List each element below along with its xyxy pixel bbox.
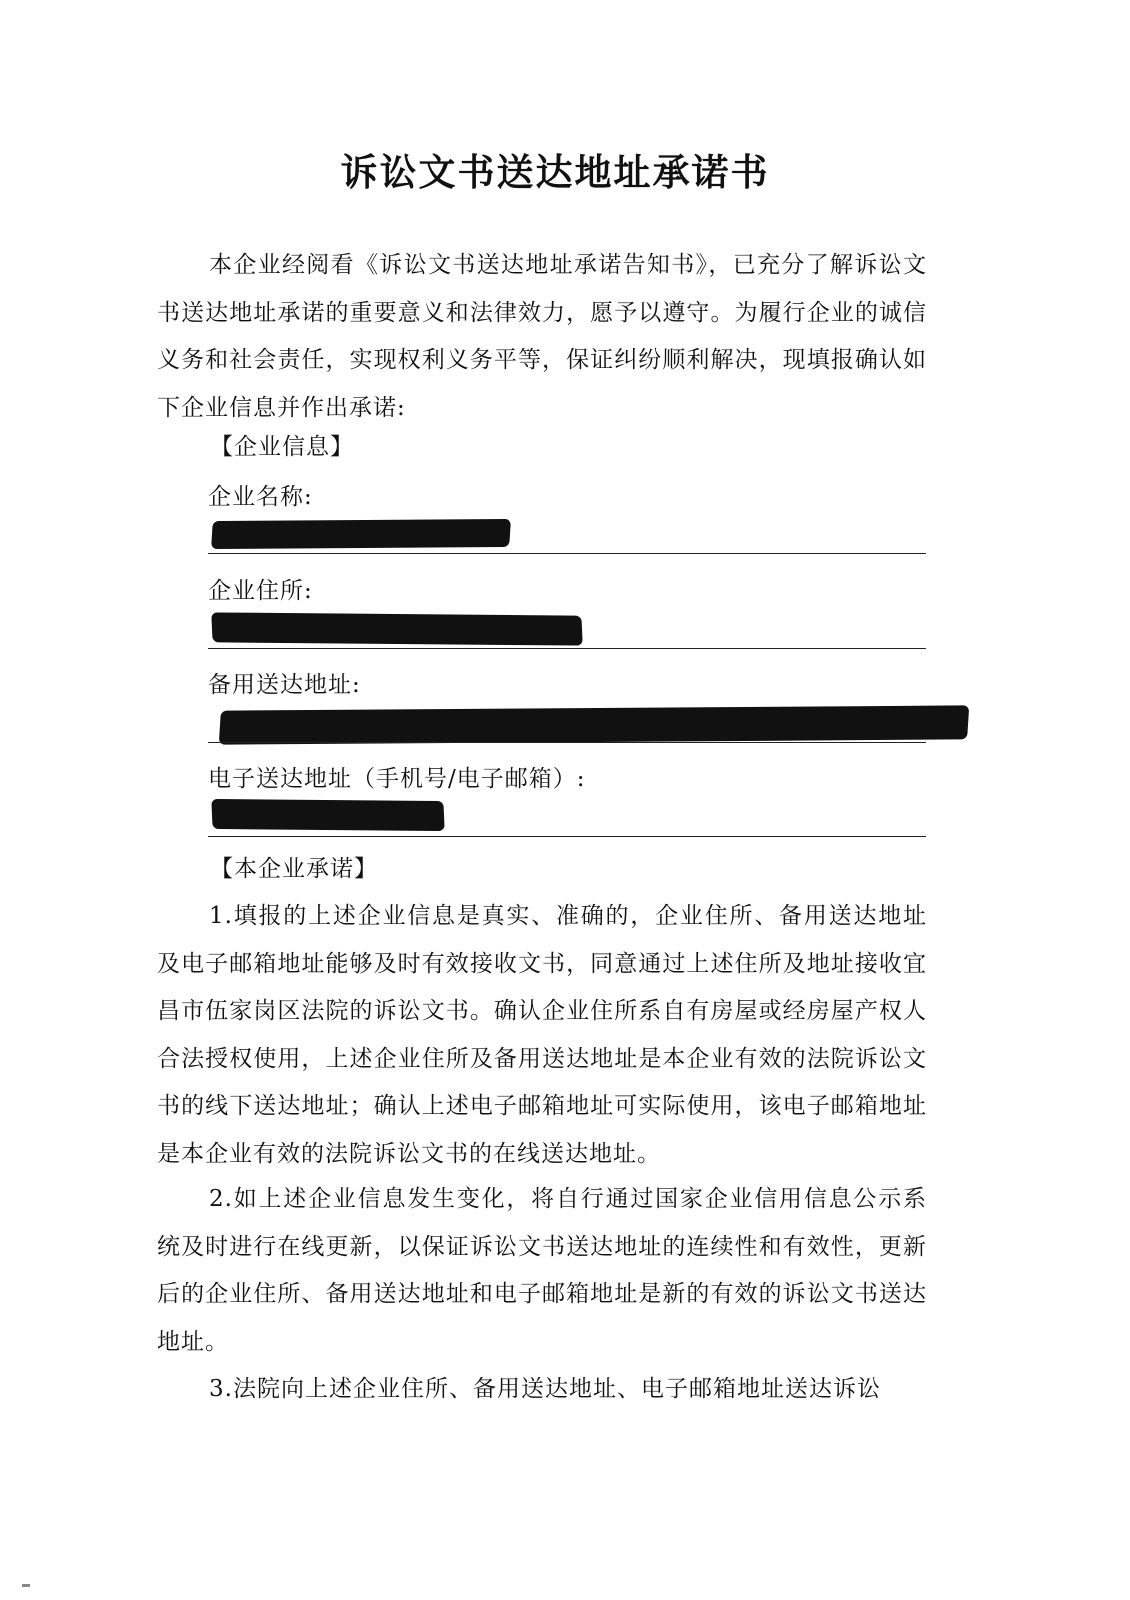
info-section-heading: 【企业信息】 [210,434,354,460]
intro-paragraph: 本企业经阅看《诉讼文书送达地址承诺告知书》，已充分了解诉讼文书送达地址承诺的重要意义和法律效力，愿予以遵守。为履行企业的诚信义务和社会责任，实现权利义务平等，保证纠纷顺利解决，现填报确认如下企业信息并作出承诺: [157,252,927,421]
field-label-backup-address: 备用送达地址: [208,672,361,698]
field-line-backup-address [208,742,926,743]
field-label-company-address: 企业住所: [208,578,313,604]
redaction-company-address [211,612,582,645]
commitment-item-3: 3.法院向上述企业住所、备用送达地址、电子邮箱地址送达诉讼 [209,1376,881,1402]
commitment-section-heading: 【本企业承诺】 [210,856,378,882]
field-line-company-name [208,553,926,554]
document-title: 诉讼文书送达地址承诺书 [340,151,770,194]
field-label-company-name: 企业名称: [208,484,313,510]
field-line-company-address [208,648,926,649]
commitment-item-1: 1.填报的上述企业信息是真实、准确的，企业住所、备用送达地址及电子邮箱地址能够及时有效接收文书，同意通过上述住所及地址接收宜昌市伍家岗区法院的诉讼文书。确认企业住所系自有房屋或经房屋产权人合法授权使用，上述企业住所及备用送达地址是本企业有效的法院诉讼文书的线下送达地址；确认上述电子邮箱地址可实际使用，该电子邮箱地址是本企业有效的法院诉讼文书的在线送达地址。 [157,903,927,1167]
scan-speck [22,1584,30,1587]
field-label-electronic-address: 电子送达地址（手机号/电子邮箱）: [208,766,586,792]
redaction-backup-address [219,705,969,744]
redaction-company-name [211,519,511,549]
redaction-electronic-address [211,799,444,831]
commitment-item-2: 2.如上述企业信息发生变化，将自行通过国家企业信用信息公示系统及时进行在线更新，以保证诉讼文书送达地址的连续性和有效性，更新后的企业住所、备用送达地址和电子邮箱地址是新的有效的诉讼文书送达地址。 [157,1186,927,1355]
field-line-electronic-address [208,836,926,837]
